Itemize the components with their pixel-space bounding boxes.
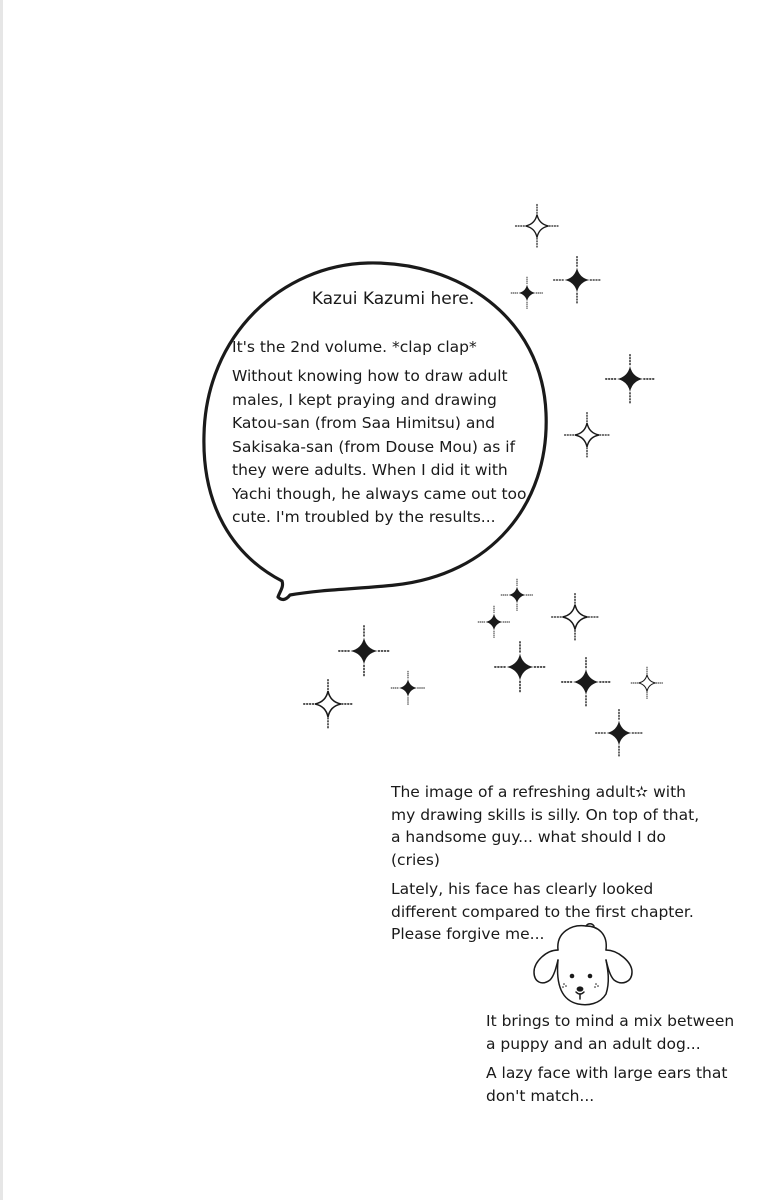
note-refreshing-adult: The image of a refreshing adult✫ with my drawing skills is silly. On top of that, a handsome guy... what should I do (cries) [391, 783, 700, 869]
bubble-line-volume: It's the 2nd volume. *clap clap* [232, 337, 477, 356]
sparkle-icon [304, 680, 353, 729]
sparkle-icon [631, 667, 663, 699]
bubble-title: Kazui Kazumi here. [311, 289, 475, 309]
sparkle-icon [339, 626, 389, 676]
sparkle-icon [565, 413, 610, 458]
sparkle-icon [516, 205, 559, 248]
sparkle-icon [562, 658, 611, 707]
sparkle-icon [552, 594, 599, 641]
side-note-bottom [486, 1010, 736, 1114]
sparkle-icon [478, 606, 510, 638]
note-face-changed: Lately, his face has clearly looked different compared to the first chapter. Please forgive me... [391, 880, 694, 943]
note-lazy-face: A lazy face with large ears that don't match... [486, 1064, 728, 1105]
dog-doodle-icon [528, 920, 638, 1012]
bubble-line-story: Without knowing how to draw adult males, I kept praying and drawing Katou-san (from Saa Himitsu) and Sakisaka-san (from Douse Mou) as if they were adults. When I did it with Yachi though, he always came out too cute. I'm troubled by the results... [232, 367, 527, 526]
sparkle-icon [495, 642, 545, 692]
note-puppy-mix: It brings to mind a mix between a puppy and an adult dog... [486, 1012, 735, 1053]
sparkle-icon [501, 579, 533, 611]
sparkle-icon [391, 671, 425, 705]
sparkle-icon [554, 257, 601, 304]
sparkle-icon [596, 710, 643, 757]
sparkle-icon [606, 355, 655, 404]
sparkle-icon [511, 277, 543, 309]
